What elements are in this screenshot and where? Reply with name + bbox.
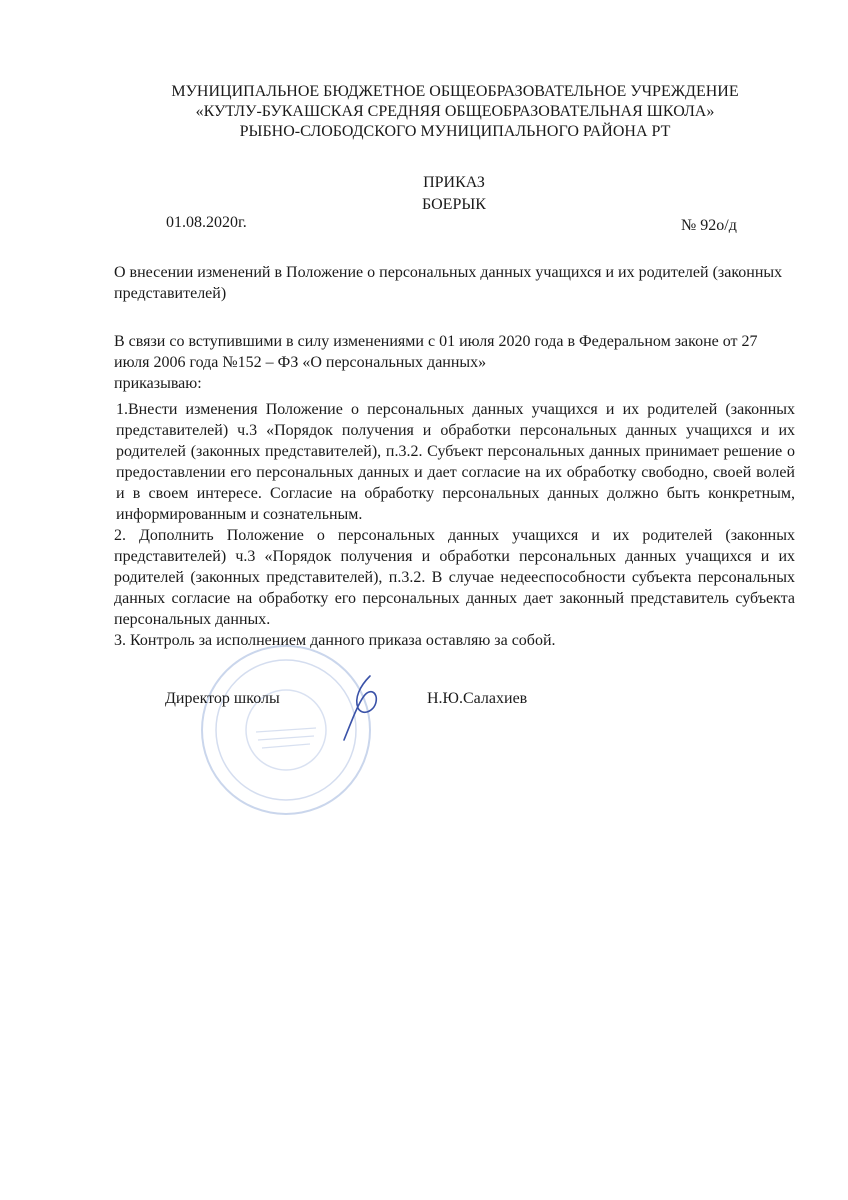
preamble-text: В связи со вступившими в силу изменениями с 01 июля 2020 года в Федеральном законе от 27 июля 2006 года №152 – ФЗ «О персональных данных» xyxy=(114,333,758,371)
organization-header xyxy=(100,82,810,142)
order-number: № 92о/д xyxy=(681,217,737,234)
order-subject: О внесении изменений в Положение о персональных данных учащихся и их родителей (законных представителей) xyxy=(114,264,783,302)
header-line-1: МУНИЦИПАЛЬНОЕ БЮДЖЕТНОЕ ОБЩЕОБРАЗОВАТЕЛЬНОЕ УЧРЕЖДЕНИЕ xyxy=(171,83,739,100)
order-title-ru: ПРИКАЗ xyxy=(423,174,485,191)
header-line-3: РЫБНО-СЛОБОДСКОГО МУНИЦИПАЛЬНОГО РАЙОНА РТ xyxy=(239,123,671,140)
header-line-2: «КУТЛУ-БУКАШСКАЯ СРЕДНЯЯ ОБЩЕОБРАЗОВАТЕЛЬНАЯ ШКОЛА» xyxy=(195,103,715,120)
order-item-2: 2. Дополнить Положение о персональных данных учащихся и их родителей (законных представителей) ч.3 «Порядок получения и обработки персональных данных учащихся и их родителей (законных представителей), п.3.2. В случае недееспособности субъекта персональных данных согласие на обработку его персональных данных дает законный представитель субъекта персональных данных. xyxy=(114,527,795,628)
order-date: 01.08.2020г. xyxy=(166,214,247,231)
order-word: приказываю: xyxy=(114,375,202,392)
handwritten-signature-icon xyxy=(330,668,400,748)
order-item-3: 3. Контроль за исполнением данного приказа оставляю за собой. xyxy=(114,632,556,649)
preamble xyxy=(114,331,794,394)
order-title-tt: БОЕРЫК xyxy=(422,196,486,213)
signer-name: Н.Ю.Салахиев xyxy=(427,690,528,707)
order-item-1: 1.Внести изменения Положение о персональных данных учащихся и их родителей (законных представителей) ч.3 «Порядок получения и обработки персональных данных учащихся и их родителей (законных представителей), п.3.2. Субъект персональных данных принимает решение о предоставлении его персональных данных и дает согласие на их обработку свободно, своей волей и в своем интересе. Согласие на обработку персональных данных должно быть конкретным, информированным и сознательным. xyxy=(116,401,795,523)
order-items xyxy=(114,399,795,651)
signer-role: Директор школы xyxy=(165,690,280,707)
order-title-block xyxy=(0,172,848,216)
